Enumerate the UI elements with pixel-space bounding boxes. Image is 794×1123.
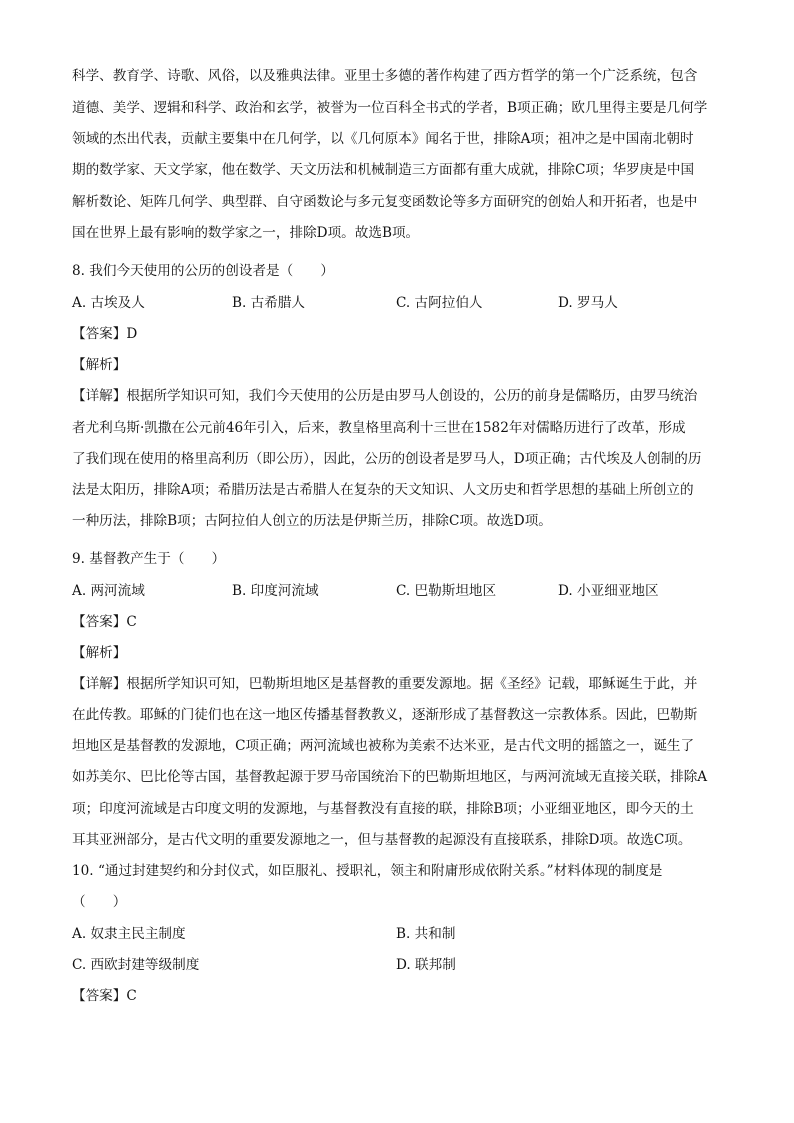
question-8-option-a: A. 古埃及人 [72,295,145,311]
question-8-detail-line: 法是太阳历，排除A项；希腊历法是古希腊人在复杂的天文知识、人文历史和哲学思想的基础上所创立的 [72,482,694,498]
question-9-stem: 9. 基督教产生于（ ） [72,551,226,567]
question-9-detail-line: 坦地区是基督教的发源地，C项正确；两河流域也被称为美索不达米亚，是古代文明的摇篮之一，诞生了 [72,738,695,754]
question-10-option-c: C. 西欧封建等级制度 [72,957,200,973]
question-9-detail-line: 【详解】根据所学知识可知，巴勒斯坦地区是基督教的重要发源地。据《圣经》记载，耶稣诞生于此，并 [72,676,698,692]
question-9-option-a: A. 两河流域 [72,583,145,599]
question-9-option-b: B. 印度河流域 [232,583,319,599]
intro-line: 期的数学家、天文学家，他在数学、天文历法和机械制造三方面都有重大成就，排除C项；华罗庚是中国 [72,162,695,178]
question-8-analysis-label: 【解析】 [72,357,127,373]
question-10-option-d: D. 联邦制 [396,957,456,973]
question-8-option-c: C. 古阿拉伯人 [396,295,483,311]
question-10-stem: 10. “通过封建契约和分封仪式，如臣服礼、授职礼，领主和附庸形成依附关系。”材料体现的制度是 [72,863,663,879]
question-9-detail-line: 在此传教。耶稣的门徒们也在这一地区传播基督教教义，逐渐形成了基督教这一宗教体系。因此，巴勒斯 [72,707,698,723]
question-10-stem-blank: （ ） [72,894,127,910]
intro-line: 领域的杰出代表，贡献主要集中在几何学，以《几何原本》闻名于世，排除A项；祖冲之是中国南北朝时 [72,131,694,147]
question-8-answer: 【答案】D [72,326,138,342]
intro-line: 科学、教育学、诗歌、风俗，以及雅典法律。亚里士多德的著作构建了西方哲学的第一个广泛系统，包含 [72,68,698,84]
question-9-option-c: C. 巴勒斯坦地区 [396,583,497,599]
question-9-option-d: D. 小亚细亚地区 [558,583,659,599]
question-8-option-b: B. 古希腊人 [232,295,306,311]
question-8-detail-line: 一种历法，排除B项；古阿拉伯人创立的历法是伊斯兰历，排除C项。故选D项。 [72,513,552,529]
question-8-stem: 8. 我们今天使用的公历的创设者是（ ） [72,263,334,279]
question-10-answer: 【答案】C [72,988,137,1004]
question-8-detail-line: 者尤利乌斯·凯撒在公元前46年引入，后来，教皇格里高利十三世在1582年对儒略历进行了改革，形成 [72,420,686,436]
question-10-option-a: A. 奴隶主民主制度 [72,926,186,942]
question-8-detail-line: 【详解】根据所学知识可知，我们今天使用的公历是由罗马人创设的，公历的前身是儒略历，由罗马统治 [72,388,698,404]
intro-line: 道德、美学、逻辑和科学、政治和玄学，被誉为一位百科全书式的学者，B项正确；欧几里得主要是几何学 [72,100,708,116]
question-9-analysis-label: 【解析】 [72,645,127,661]
question-9-detail-line: 耳其亚洲部分，是古代文明的重要发源地之一，但与基督教的起源没有直接联系，排除D项。故选C项。 [72,832,692,848]
question-9-detail-line: 项；印度河流域是古印度文明的发源地，与基督教没有直接的联，排除B项；小亚细亚地区，即今天的土 [72,801,694,817]
question-9-answer: 【答案】C [72,614,137,630]
question-9-detail-line: 如苏美尔、巴比伦等古国，基督教起源于罗马帝国统治下的巴勒斯坦地区，与两河流域无直接关联，排除A [72,769,708,785]
question-8-option-d: D. 罗马人 [558,295,618,311]
question-8-detail-line: 了我们现在使用的格里高利历（即公历），因此，公历的创设者是罗马人，D项正确；古代埃及人创制的历 [72,451,702,467]
intro-line: 解析数论、矩阵几何学、典型群、自守函数论与多元复变函数论等多方面研究的创始人和开拓者，也是中 [72,194,698,210]
question-10-option-b: B. 共和制 [396,926,456,942]
intro-line: 国在世界上最有影响的数学家之一，排除D项。故选B项。 [72,225,420,241]
